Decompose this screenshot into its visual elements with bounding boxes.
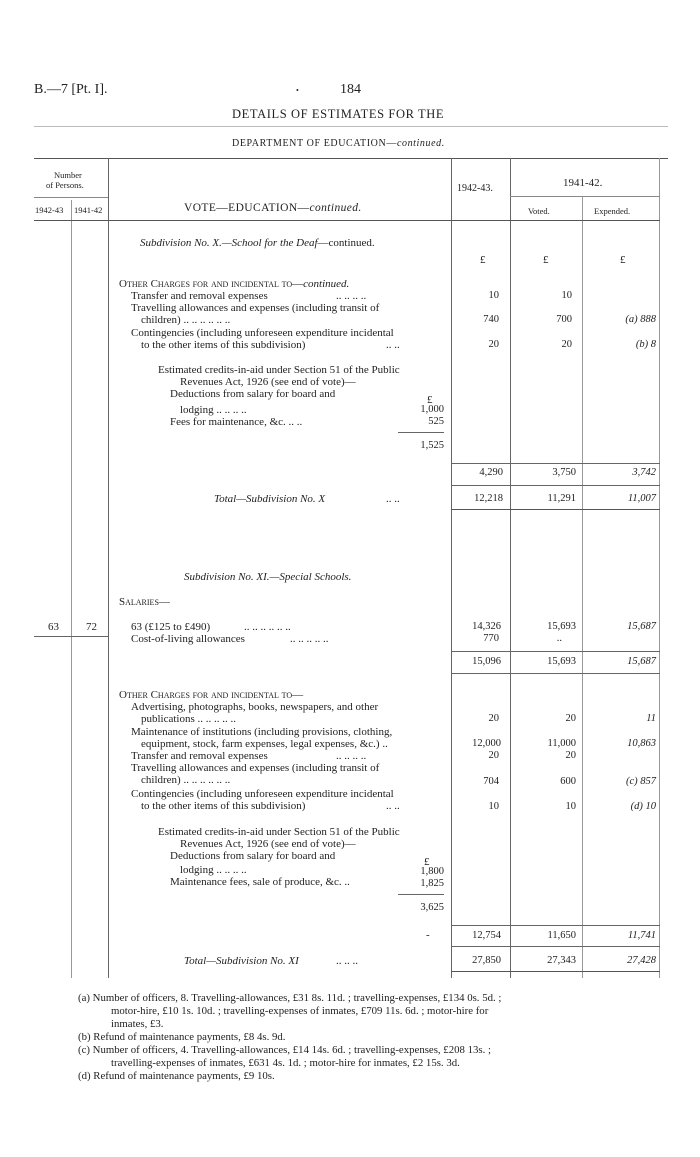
footnote-b: (b) Refund of maintenance payments, £8 4s. 9d.	[78, 1031, 286, 1043]
header-bottom-rule	[34, 220, 660, 221]
value-voted: 15,693	[547, 621, 576, 632]
line-item-label: publications .. .. .. .. ..	[141, 713, 237, 725]
col-header-expended: Expended.	[594, 206, 631, 216]
line-item-label: Contingencies (including unforeseen expenditure incidental	[131, 788, 394, 800]
line-item-label: children) .. .. .. .. .. ..	[141, 774, 231, 786]
credits-rule	[398, 432, 444, 433]
value-voted: 10	[561, 290, 572, 301]
persons-col-1942: 1942-43	[35, 205, 64, 215]
line-item-dots: .. ..	[386, 339, 400, 351]
header-dot: •	[296, 86, 299, 95]
total-label: Total—Subdivision No. XI	[184, 955, 299, 967]
total-1942: 12,218	[474, 493, 503, 504]
col-header-1941-42: 1941-42.	[563, 177, 603, 189]
sum-voted: 3,750	[552, 467, 576, 478]
value-expended: (c) 857	[625, 776, 656, 787]
persons-1941: 72	[86, 621, 97, 633]
footnote-a-line-3: inmates, £3.	[111, 1018, 164, 1030]
credits-text: Estimated credits-in-aid under Section 51 of the Public	[158, 826, 400, 838]
pound-sign-voted: £	[543, 254, 549, 266]
footnote-c-line-1: (c) Number of officers, 4. Travelling-allowances, £14 14s. 6d. ; travelling-expenses, £208 13s. ;	[78, 1044, 491, 1056]
col-line-1941-left	[510, 158, 511, 978]
pound-sign-expended: £	[620, 254, 626, 266]
pound-sign-1942: £	[480, 254, 486, 266]
credits-text: Deductions from salary for board and	[170, 388, 336, 400]
sum-1942: 12,754	[472, 930, 501, 941]
col-line-persons-right	[108, 158, 109, 978]
salary-line: 63 (£125 to £490)	[131, 621, 211, 633]
sum-top-rule	[451, 463, 660, 464]
subdivision-x-heading: Subdivision No. X.—School for the Deaf—continued.	[140, 237, 375, 249]
salaries-sum-1942: 15,096	[472, 656, 501, 667]
value-1942: 770	[483, 633, 499, 644]
persons-header-rule	[34, 197, 108, 198]
value-voted: 700	[556, 314, 572, 325]
line-item-label: Contingencies (including unforeseen expenditure incidental	[131, 327, 394, 339]
value-expended: (b) 8	[635, 339, 656, 350]
credits-total: 3,625	[420, 902, 444, 913]
other-charges-heading: Other Charges for and incidental to—continued.	[119, 278, 350, 290]
credits-pound: £	[424, 856, 430, 868]
value-1942: 704	[483, 776, 499, 787]
footnote-d: (d) Refund of maintenance payments, £9 10s.	[78, 1070, 275, 1082]
value-voted: ..	[556, 633, 562, 644]
total-voted: 27,343	[547, 955, 576, 966]
other-charges-heading: Other Charges for and incidental to—	[119, 689, 304, 701]
value-1942: 20	[488, 713, 499, 724]
total-expended: 27,428	[627, 955, 656, 966]
page-subtitle: DEPARTMENT OF EDUCATION—continued.	[232, 138, 445, 149]
credits-text: Estimated credits-in-aid under Section 51 of the Public	[158, 364, 400, 376]
value-expended: 15,687	[627, 621, 656, 632]
value-1942: 10	[488, 801, 499, 812]
number-of-persons-label-2: of Persons.	[46, 180, 84, 190]
persons-1942: 63	[48, 621, 59, 633]
credits-value: 1,000	[420, 404, 444, 415]
value-voted: 20	[561, 339, 572, 350]
top-rule	[34, 126, 668, 127]
persons-col-1941: 1941-42	[74, 205, 103, 215]
value-expended: 10,863	[627, 738, 656, 749]
salaries-heading: Salaries—	[119, 596, 170, 608]
line-item-dots: .. .. .. ..	[336, 290, 367, 302]
total-label: Total—Subdivision No. X	[214, 493, 326, 505]
salary-dots: .. .. .. .. ..	[290, 633, 329, 645]
credits-text: Deductions from salary for board and	[170, 850, 336, 862]
value-1942: 20	[488, 750, 499, 761]
value-1942: 12,000	[472, 738, 501, 749]
total-voted: 11,291	[547, 493, 576, 504]
value-1942: 14,326	[472, 621, 501, 632]
voted-expended-top-rule	[510, 196, 660, 197]
footnote-a-line-1: (a) Number of officers, 8. Travelling-allowances, £31 8s. 11d. ; travelling-expenses, £134 0s. 5d. ;	[78, 992, 502, 1004]
line-item-label: Travelling allowances and expenses (including transit of	[131, 302, 380, 314]
sum-expended: 3,742	[632, 467, 656, 478]
footnote-c-line-2: travelling-expenses of inmates, £631 4s. 1d. ; motor-hire for inmates, £2 15s. 3d.	[111, 1057, 460, 1069]
sum-bottom-rule	[451, 946, 660, 947]
credits-value: 1,800	[420, 866, 444, 877]
line-item-label: equipment, stock, farm expenses, legal expenses, &c.) ..	[141, 738, 388, 750]
value-voted: 10	[565, 801, 576, 812]
persons-rule	[34, 636, 108, 637]
credits-pound: £	[427, 394, 433, 406]
value-1942: 20	[488, 339, 499, 350]
total-expended: 11,007	[627, 493, 656, 504]
credits-text: Maintenance fees, sale of produce, &c. ..	[170, 876, 350, 888]
document-reference: B.—7 [Pt. I].	[34, 82, 108, 97]
col-line-right-edge	[659, 158, 660, 978]
number-of-persons-label-1: Number	[54, 170, 82, 180]
value-voted: 20	[565, 713, 576, 724]
sum-expended: 11,741	[627, 930, 656, 941]
col-header-voted: Voted.	[528, 206, 550, 216]
total-bottom-rule	[451, 509, 660, 510]
sum-bottom-rule	[451, 485, 660, 486]
line-item-label: Transfer and removal expenses	[131, 290, 268, 302]
table-top-rule	[34, 158, 668, 159]
line-item-label: Transfer and removal expenses	[131, 750, 268, 762]
page-title: DETAILS OF ESTIMATES FOR THE	[232, 107, 445, 121]
credits-text: Revenues Act, 1926 (see end of vote)—	[180, 838, 356, 850]
vote-heading: VOTE—EDUCATION—continued.	[184, 202, 362, 214]
salaries-sum-top-rule	[451, 651, 660, 652]
credits-text: lodging .. .. .. ..	[180, 864, 247, 876]
value-1942: 10	[488, 290, 499, 301]
value-expended: 11	[646, 713, 656, 724]
line-item-label: children) .. .. .. .. .. ..	[141, 314, 231, 326]
sum-dash: -	[426, 929, 430, 941]
salary-line: Cost-of-living allowances	[131, 633, 245, 645]
subdivision-xi-heading: Subdivision No. XI.—Special Schools.	[184, 571, 352, 583]
credits-rule	[398, 894, 444, 895]
credits-text: Fees for maintenance, &c. .. ..	[170, 416, 303, 428]
total-1942: 27,850	[472, 955, 501, 966]
sum-top-rule	[451, 925, 660, 926]
col-line-voted-right	[582, 196, 583, 978]
credits-text: Revenues Act, 1926 (see end of vote)—	[180, 376, 356, 388]
value-expended: (a) 888	[625, 314, 656, 325]
col-line-persons-mid	[71, 200, 72, 978]
line-item-label: Travelling allowances and expenses (including transit of	[131, 762, 380, 774]
page-number: 184	[340, 82, 361, 97]
line-item-label: to the other items of this subdivision)	[141, 339, 306, 351]
credits-text: lodging .. .. .. ..	[180, 404, 247, 416]
value-expended: (d) 10	[630, 801, 656, 812]
col-line-1942-left	[451, 158, 452, 978]
salaries-sum-expended: 15,687	[627, 656, 656, 667]
total-bottom-rule	[451, 971, 660, 972]
value-1942: 740	[483, 314, 499, 325]
col-header-1942-43: 1942-43.	[457, 183, 493, 194]
line-item-dots: .. ..	[386, 800, 400, 812]
line-item-dots: .. .. .. ..	[336, 750, 367, 762]
line-item-label: Advertising, photographs, books, newspapers, and other	[131, 701, 379, 713]
value-voted: 11,000	[547, 738, 576, 749]
line-item-label: to the other items of this subdivision)	[141, 800, 306, 812]
total-dots: .. .. ..	[336, 955, 358, 967]
credits-total: 1,525	[420, 440, 444, 451]
salaries-sum-bottom-rule	[451, 673, 660, 674]
value-voted: 600	[560, 776, 576, 787]
sum-voted: 11,650	[547, 930, 576, 941]
line-item-label: Maintenance of institutions (including provisions, clothing,	[131, 726, 393, 738]
total-dots: .. ..	[386, 493, 400, 505]
credits-value: 1,825	[420, 878, 444, 889]
value-voted: 20	[565, 750, 576, 761]
sum-1942: 4,290	[479, 467, 503, 478]
salaries-sum-voted: 15,693	[547, 656, 576, 667]
salary-dots: .. .. .. .. .. ..	[244, 621, 291, 633]
footnote-a-line-2: motor-hire, £10 1s. 10d. ; travelling-expenses of inmates, £709 11s. 6d. ; motor-hire for	[111, 1005, 489, 1017]
credits-value: 525	[428, 416, 444, 427]
